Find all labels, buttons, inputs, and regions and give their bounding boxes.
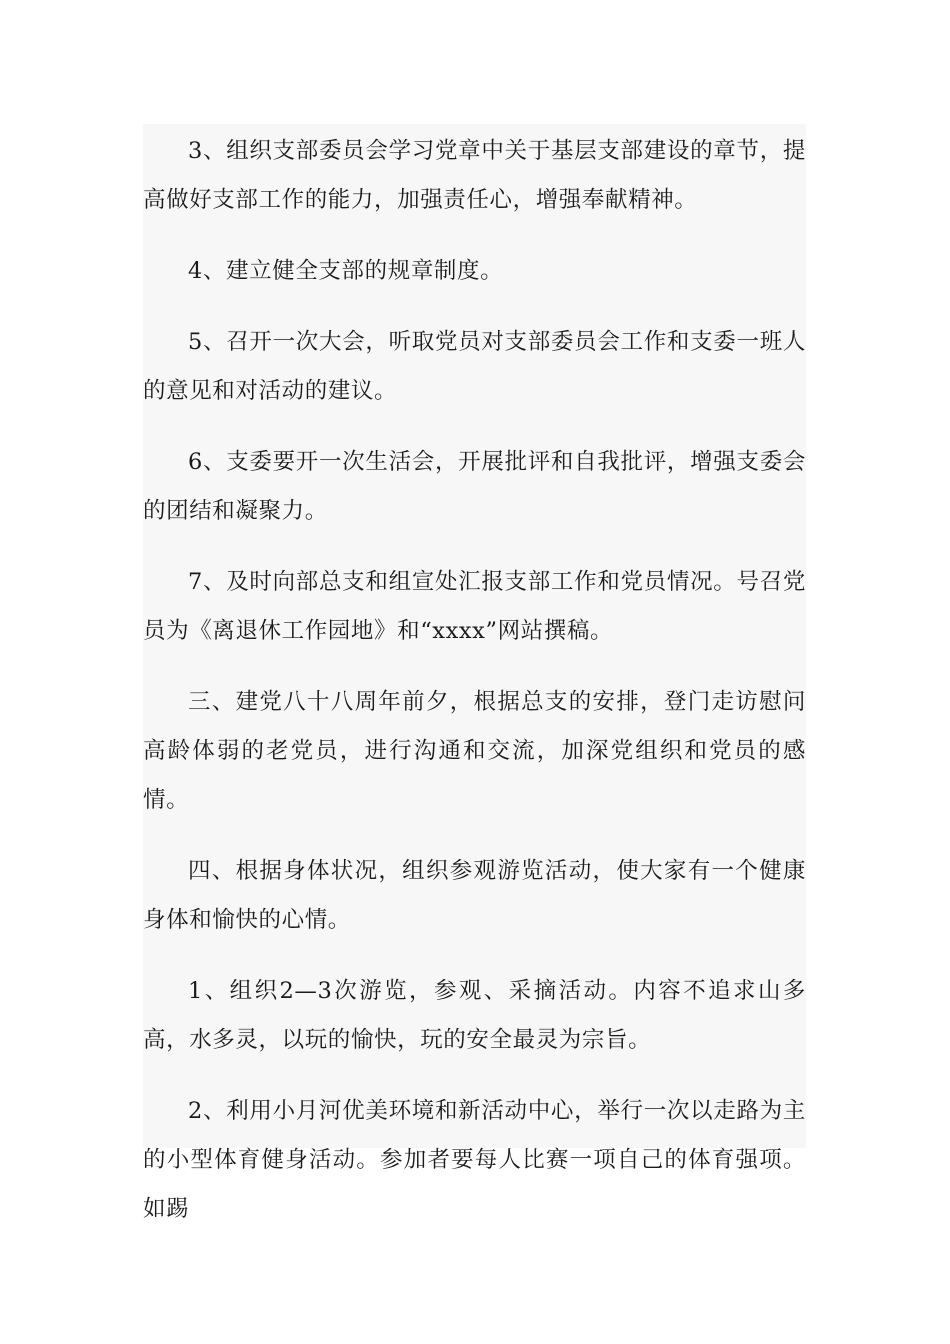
- paragraph-subitem-2: 2、利用小月河优美环境和新活动中心，举行一次以走路为主的小型体育健身活动。参加者要每人比赛一项自己的体育强项。如踢: [143, 1098, 806, 1222]
- paragraph-item-5: 5、召开一次大会，听取党员对支部委员会工作和支委一班人的意见和对活动的建议。: [143, 329, 806, 404]
- paragraph-item-6: 6、支委要开一次生活会，开展批评和自我批评，增强支委会的团结和凝聚力。: [143, 449, 806, 524]
- paragraph-item-7: 7、及时向部总支和组宣处汇报支部工作和党员情况。号召党员为《离退休工作园地》和“xxxx”网站撰稿。: [143, 569, 806, 644]
- document-body: [143, 127, 806, 1234]
- paragraph-subitem-1: 1、组织2—3次游览，参观、采摘活动。内容不追求山多高，水多灵，以玩的愉快，玩的安全最灵为宗旨。: [143, 978, 806, 1053]
- paragraph-section-three: 三、建党八十八周年前夕，根据总支的安排，登门走访慰问高龄体弱的老党员，进行沟通和交流，加深党组织和党员的感情。: [143, 689, 806, 813]
- paragraph-section-four: 四、根据身体状况，组织参观游览活动，使大家有一个健康身体和愉快的心情。: [143, 858, 806, 933]
- paragraph-item-3: 3、组织支部委员会学习党章中关于基层支部建设的章节，提高做好支部工作的能力，加强责任心，增强奉献精神。: [143, 138, 806, 213]
- document-text-block: [143, 124, 806, 1222]
- paragraph-item-4: 4、建立健全支部的规章制度。: [188, 258, 504, 284]
